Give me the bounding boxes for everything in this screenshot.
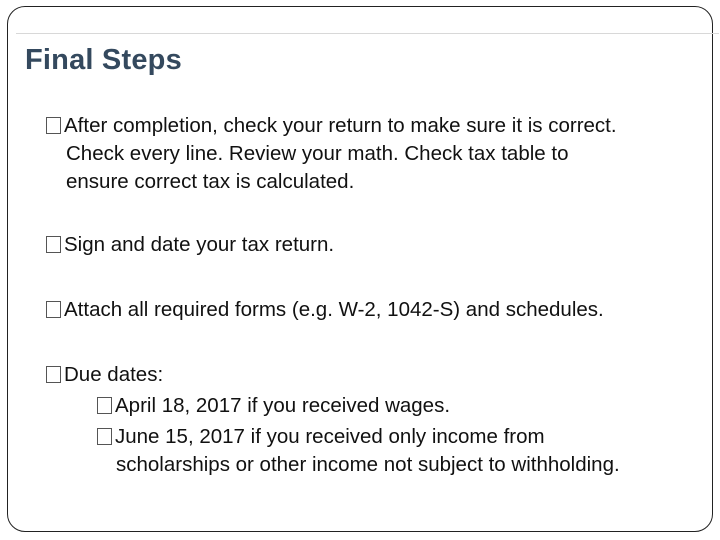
bullet-box-icon	[46, 117, 61, 134]
bullet-text: Check every line. Review your math. Check tax table to	[66, 142, 569, 165]
bullet-box-icon	[46, 301, 61, 318]
bullet-sign-date	[46, 231, 334, 259]
bullet-text: Attach all required forms (e.g. W-2, 1042-S) and schedules.	[64, 298, 604, 321]
title-divider	[16, 33, 719, 34]
sub-bullet-text: scholarships or other income not subject to withholding.	[116, 453, 620, 476]
bullet-box-icon	[46, 366, 61, 383]
bullet-check-return	[46, 112, 617, 196]
sub-bullet-june	[97, 423, 620, 479]
bullet-box-icon	[97, 428, 112, 445]
bullet-text: After completion, check your return to make sure it is correct.	[64, 114, 617, 137]
bullet-attach-forms	[46, 296, 604, 324]
bullet-box-icon	[97, 397, 112, 414]
bullet-text: ensure correct tax is calculated.	[66, 170, 355, 193]
bullet-text: Due dates:	[64, 363, 164, 386]
sub-bullet-text: June 15, 2017 if you received only income from	[115, 425, 545, 448]
sub-bullet-april	[97, 392, 450, 420]
sub-bullet-text: April 18, 2017 if you received wages.	[115, 394, 451, 417]
bullet-due-dates	[46, 361, 163, 389]
bullet-box-icon	[46, 236, 61, 253]
slide-title: Final Steps	[25, 44, 182, 76]
bullet-text: Sign and date your tax return.	[64, 233, 335, 256]
